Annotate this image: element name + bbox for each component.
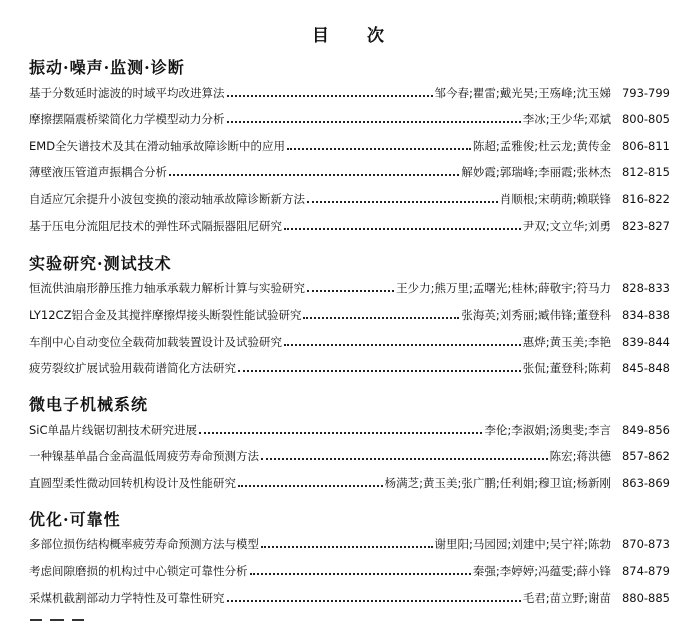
dot-leader: [238, 485, 383, 487]
dot-leader: [227, 95, 433, 97]
entry-title: 薄壁液压管道声振耦合分析: [29, 165, 167, 179]
entry-title: 恒流供油扇形静压推力轴承承载力解析计算与实验研究: [29, 281, 305, 295]
entry-pages: 800-805: [621, 112, 670, 126]
entry-title: LY12CZ铝合金及其搅拌摩擦焊接头断裂性能试验研究: [29, 308, 302, 322]
toc-entry[interactable]: [29, 137, 670, 155]
entry-authors: 肖顺根;宋萌萌;赖联锋: [499, 192, 611, 206]
entry-title: 考虑间隙磨损的机构过中心锁定可靠性分析: [29, 564, 248, 578]
entry-authors: 谢里阳;马园园;刘建中;吴宁祥;陈勃: [434, 537, 611, 551]
section-heading: 微电子机械系统: [29, 395, 149, 414]
entry-authors: 陈宏;蒋洪德: [549, 449, 611, 463]
entry-pages: 812-815: [621, 165, 670, 179]
entry-title: 直圆型柔性微动回转机构设计及性能研究: [29, 476, 236, 490]
entry-pages: 828-833: [621, 281, 670, 295]
entry-pages: 849-856: [621, 423, 670, 437]
toc-entry[interactable]: [29, 562, 670, 580]
dot-leader: [303, 317, 459, 319]
entry-title: 自适应冗余提升小波包变换的滚动轴承故障诊断新方法: [29, 192, 305, 206]
toc-entry[interactable]: [29, 474, 670, 492]
dot-leader: [199, 432, 482, 434]
dot-leader: [287, 148, 471, 150]
section-heading: 振动·噪声·监测·诊断: [29, 58, 185, 77]
entry-authors: 陈超;孟雅俊;杜云龙;黄传金: [472, 139, 611, 153]
entry-pages: 870-873: [621, 537, 670, 551]
dot-leader: [238, 370, 521, 372]
entry-authors: 张海英;刘秀丽;臧伟锋;董登科: [461, 308, 611, 322]
entry-authors: 李冰;王少华;邓斌: [522, 112, 611, 126]
dot-leader: [307, 290, 394, 292]
entry-pages: 845-848: [621, 361, 670, 375]
dot-leader: [227, 600, 521, 602]
section-heading: 优化·可靠性: [29, 510, 121, 529]
toc-entry[interactable]: [29, 447, 670, 465]
entry-authors: 杨满芝;黄玉美;张广鹏;任利娟;穆卫谊;杨新刚: [384, 476, 611, 490]
entry-pages: 874-879: [621, 564, 670, 578]
entry-pages: 834-838: [621, 308, 670, 322]
toc-entry[interactable]: [29, 535, 670, 553]
entry-authors: 毛君;苗立野;谢苗: [522, 591, 611, 605]
toc-entry[interactable]: [29, 421, 670, 439]
toc-entry[interactable]: [29, 279, 670, 297]
entry-title: 摩擦摆隔震桥梁简化力学模型动力分析: [29, 112, 225, 126]
entry-pages: 806-811: [621, 139, 670, 153]
toc-entry[interactable]: [29, 589, 670, 607]
dot-leader: [250, 573, 471, 575]
toc-entry[interactable]: [29, 110, 670, 128]
toc-entry[interactable]: [29, 190, 670, 208]
toc-entry[interactable]: [29, 359, 670, 377]
entry-title: SiC单晶片线锯切割技术研究进展: [29, 423, 198, 437]
page-title: 目 次: [312, 26, 400, 46]
entry-pages: 857-862: [621, 449, 670, 463]
entry-pages: 816-822: [621, 192, 670, 206]
entry-title: EMD全矢谱技术及其在滑动轴承故障诊断中的应用: [29, 139, 286, 153]
dot-leader: [307, 201, 498, 203]
entry-title: 基于分数延时滤波的时域平均改进算法: [29, 86, 225, 100]
cropped-heading-fragment: [30, 619, 100, 627]
entry-title: 一种镍基单晶合金高温低周疲劳寿命预测方法: [29, 449, 259, 463]
toc-entry[interactable]: [29, 306, 670, 324]
entry-pages: 823-827: [621, 219, 670, 233]
toc-entry[interactable]: [29, 217, 670, 235]
toc-entry[interactable]: [29, 84, 670, 102]
entry-authors: 解妙霞;郭瑞峰;李丽霞;张林杰: [461, 165, 611, 179]
entry-pages: 793-799: [621, 86, 670, 100]
section-heading: 实验研究·测试技术: [29, 254, 172, 273]
dot-leader: [261, 458, 548, 460]
entry-title: 疲劳裂纹扩展试验用载荷谱简化方法研究: [29, 361, 236, 375]
entry-title: 采煤机截割部动力学特性及可靠性研究: [29, 591, 225, 605]
entry-title: 车削中心自动变位全载荷加载装置设计及试验研究: [29, 335, 282, 349]
entry-authors: 王少力;熊万里;孟曙光;桂林;薛敬宇;符马力: [396, 281, 611, 295]
entry-authors: 惠烨;黄玉美;李艳: [522, 335, 611, 349]
dot-leader: [227, 121, 521, 123]
dot-leader: [284, 228, 521, 230]
dot-leader: [261, 546, 433, 548]
entry-authors: 邹今春;瞿雷;戴光昊;王殇峰;沈玉娣: [434, 86, 611, 100]
toc-entry[interactable]: [29, 163, 670, 181]
entry-authors: 尹双;文立华;刘勇: [522, 219, 611, 233]
entry-title: 基于压电分流阻尼技术的弹性环式隔振器阻尼研究: [29, 219, 282, 233]
entry-authors: 秦强;李婷婷;冯蕴雯;薛小锋: [472, 564, 611, 578]
entry-pages: 863-869: [621, 476, 670, 490]
entry-pages: 839-844: [621, 335, 670, 349]
entry-authors: 李伦;李淑娟;汤奥斐;李言: [484, 423, 611, 437]
entry-pages: 880-885: [621, 591, 670, 605]
dot-leader: [284, 344, 521, 346]
toc-entry[interactable]: [29, 333, 670, 351]
entry-title: 多部位损伤结构概率疲劳寿命预测方法与模型: [29, 537, 259, 551]
entry-authors: 张侃;董登科;陈莉: [522, 361, 611, 375]
dot-leader: [169, 174, 459, 176]
